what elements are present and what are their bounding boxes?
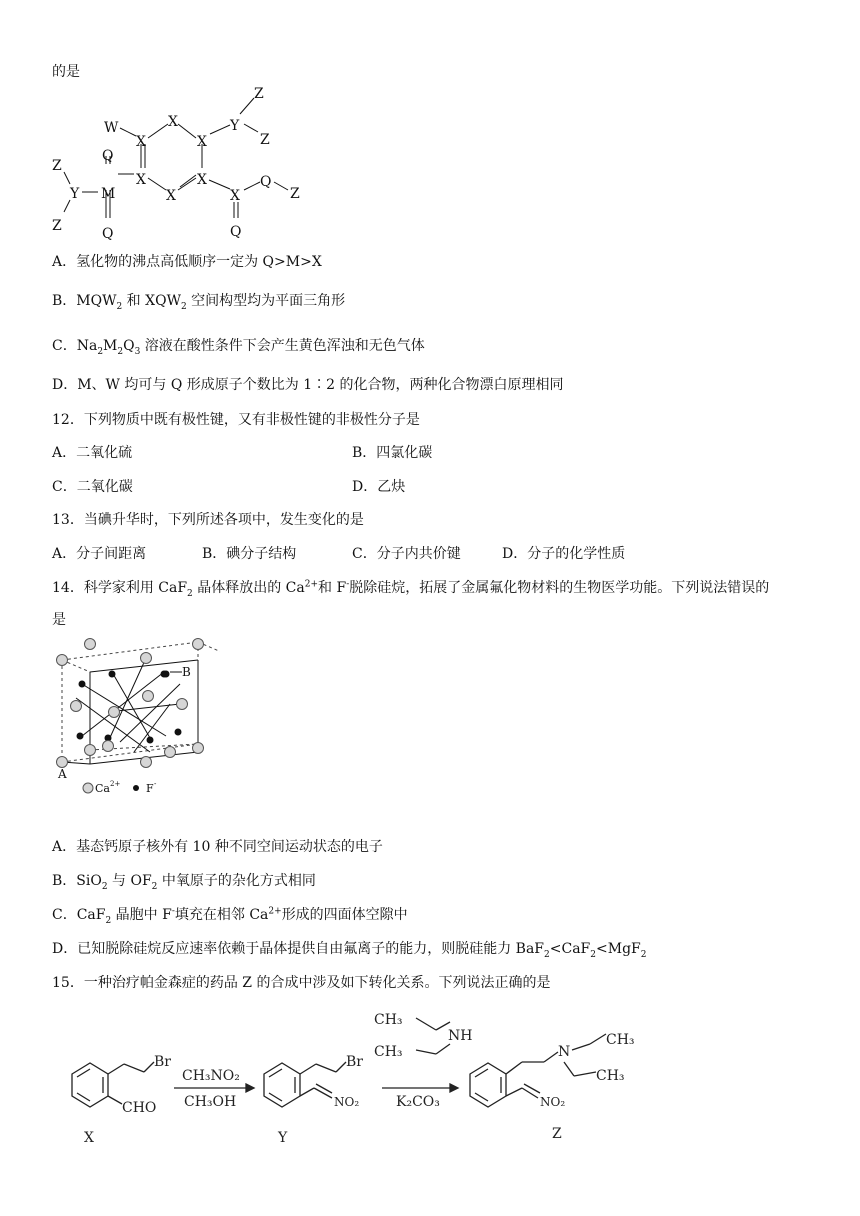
- label-a: A: [58, 767, 67, 781]
- atom-Z: Z: [254, 86, 264, 102]
- q11-structure-figure: [44, 84, 324, 244]
- amine-nh: NH: [448, 1028, 473, 1044]
- atom-W: W: [104, 120, 119, 136]
- calcium-ion: [193, 639, 204, 650]
- q11-option-a: A．氢化物的沸点高低顺序一定为 Q>M>X: [52, 254, 322, 270]
- q14-option-a: A．基态钙原子核外有 10 种不同空间运动状态的电子: [52, 839, 383, 855]
- amine-ch3-bottom: CH₃: [374, 1044, 403, 1060]
- x-cho: CHO: [122, 1100, 157, 1116]
- q11-option-d: D．M、W 均可与 Q 形成原子个数比为 1∶2 的化合物，两种化合物漂白原理相同: [52, 377, 564, 393]
- atom-X: X: [230, 188, 240, 204]
- q11-option-b: B．$MQW_2$ 和 $XQW_2$ 空间构型均为平面三角形: [52, 293, 346, 312]
- atom-Z: Z: [52, 218, 62, 234]
- synthesis-scheme-figure: [50, 1004, 820, 1154]
- calcium-ion: [71, 701, 82, 712]
- y-br: Br: [346, 1054, 363, 1070]
- legend-fluoride-label: F: [146, 782, 154, 795]
- calcium-ion: [177, 699, 188, 710]
- caf2-unit-cell-figure: [50, 632, 220, 802]
- label-x: X: [84, 1130, 94, 1146]
- intro-tail: 的是: [52, 64, 80, 80]
- legend-calcium-label: Ca: [95, 782, 110, 795]
- atom-X: X: [197, 172, 207, 188]
- fluoride-ion: [147, 737, 154, 744]
- calcium-ion: [57, 757, 68, 768]
- q11-option-c: C．$Na_2M_2Q_3$ 溶液在酸性条件下会产生黄色浑浊和无色气体: [52, 338, 425, 357]
- atom-M: M: [101, 186, 116, 202]
- q12-stem: 12．下列物质中既有极性键，又有非极性键的非极性分子是: [52, 412, 420, 428]
- z-no2: NO₂: [540, 1095, 566, 1109]
- atom-X: X: [166, 188, 176, 204]
- atom-Q: Q: [260, 174, 272, 190]
- q12-option-c: C．二氧化碳: [52, 479, 133, 495]
- calcium-ion: [193, 743, 204, 754]
- q12-option-d: D．乙炔: [352, 479, 406, 495]
- x-br: Br: [154, 1054, 171, 1070]
- y-no2: NO₂: [334, 1095, 360, 1109]
- legend-calcium-charge: 2+: [110, 780, 121, 788]
- label-z: Z: [552, 1126, 562, 1142]
- reagent1-bottom: CH₃OH: [184, 1094, 237, 1110]
- z-n: N: [558, 1044, 571, 1060]
- atom-Z: Z: [290, 186, 300, 202]
- q13-option-b: B．碘分子结构: [202, 546, 297, 562]
- atom-Y: Y: [230, 118, 240, 134]
- fluoride-ion: [79, 681, 86, 688]
- atom-X: X: [136, 134, 146, 150]
- q15-stem: 15．一种治疗帕金森症的药品 Z 的合成中涉及如下转化关系。下列说法正确的是: [52, 975, 551, 991]
- calcium-ion: [85, 745, 96, 756]
- atom-X: X: [136, 172, 146, 188]
- calcium-ion: [141, 653, 152, 664]
- q13-option-d: D．分子的化学性质: [502, 546, 626, 562]
- z-ch3-top: CH₃: [606, 1032, 635, 1048]
- legend-fluoride-icon: [133, 785, 139, 791]
- q12-option-a: A．二氧化硫: [52, 445, 133, 461]
- calcium-ion: [165, 747, 176, 758]
- atom-Q: Q: [102, 148, 114, 164]
- q14-option-d: D．已知脱除硅烷反应速率依赖于晶体提供自由氟离子的能力，则脱硅能力 BaF$_2$<CaF$_2$<MgF$_2$: [52, 941, 647, 960]
- label-b: B: [182, 665, 191, 679]
- q13-option-c: C．分子内共价键: [352, 546, 461, 562]
- q13-option-a: A．分子间距离: [52, 546, 147, 562]
- calcium-ion: [103, 741, 114, 752]
- calcium-ion: [141, 757, 152, 768]
- z-ch3-bottom: CH₃: [596, 1068, 625, 1084]
- fluoride-ion: [109, 671, 116, 678]
- reagent1-top: CH₃NO₂: [182, 1068, 240, 1084]
- q13-stem: 13．当碘升华时，下列所述各项中，发生变化的是: [52, 512, 364, 528]
- q14-stem: 14．科学家利用 CaF$_2$ 晶体释放出的 $Ca^{2+}$和 F-脱除硅烷，拓展了金属氟化物材料的生物医学功能。下列说法错误的: [52, 579, 770, 599]
- atom-X: X: [168, 114, 178, 130]
- atom-Z: Z: [52, 158, 62, 174]
- q14-option-c: C．CaF$_2$ 晶胞中 F-填充在相邻 $Ca^{2+}$形成的四面体空隙中: [52, 906, 408, 926]
- fluoride-ion: [175, 729, 182, 736]
- calcium-ion: [109, 707, 120, 718]
- legend-fluoride-charge: -: [154, 780, 157, 788]
- calcium-ion: [57, 655, 68, 666]
- reagent2-bottom: K₂CO₃: [396, 1094, 440, 1110]
- calcium-ion: [85, 639, 96, 650]
- atom-Z: Z: [260, 132, 270, 148]
- fluoride-ion: [77, 733, 84, 740]
- atom-X: X: [197, 134, 207, 150]
- legend-calcium-icon: [83, 783, 93, 793]
- q14-option-b: B．SiO$_2$ 与 $OF_2$ 中氧原子的杂化方式相同: [52, 873, 316, 892]
- amine-ch3-top: CH₃: [374, 1012, 403, 1028]
- calcium-ion: [143, 691, 154, 702]
- label-y: Y: [278, 1130, 288, 1146]
- atom-Q: Q: [230, 224, 242, 240]
- fluoride-ion-b: [163, 671, 170, 678]
- q12-option-b: B．四氯化碳: [352, 445, 433, 461]
- q14-stem-continued: 是: [52, 612, 66, 628]
- atom-Y: Y: [70, 186, 80, 202]
- atom-Q: Q: [102, 226, 114, 242]
